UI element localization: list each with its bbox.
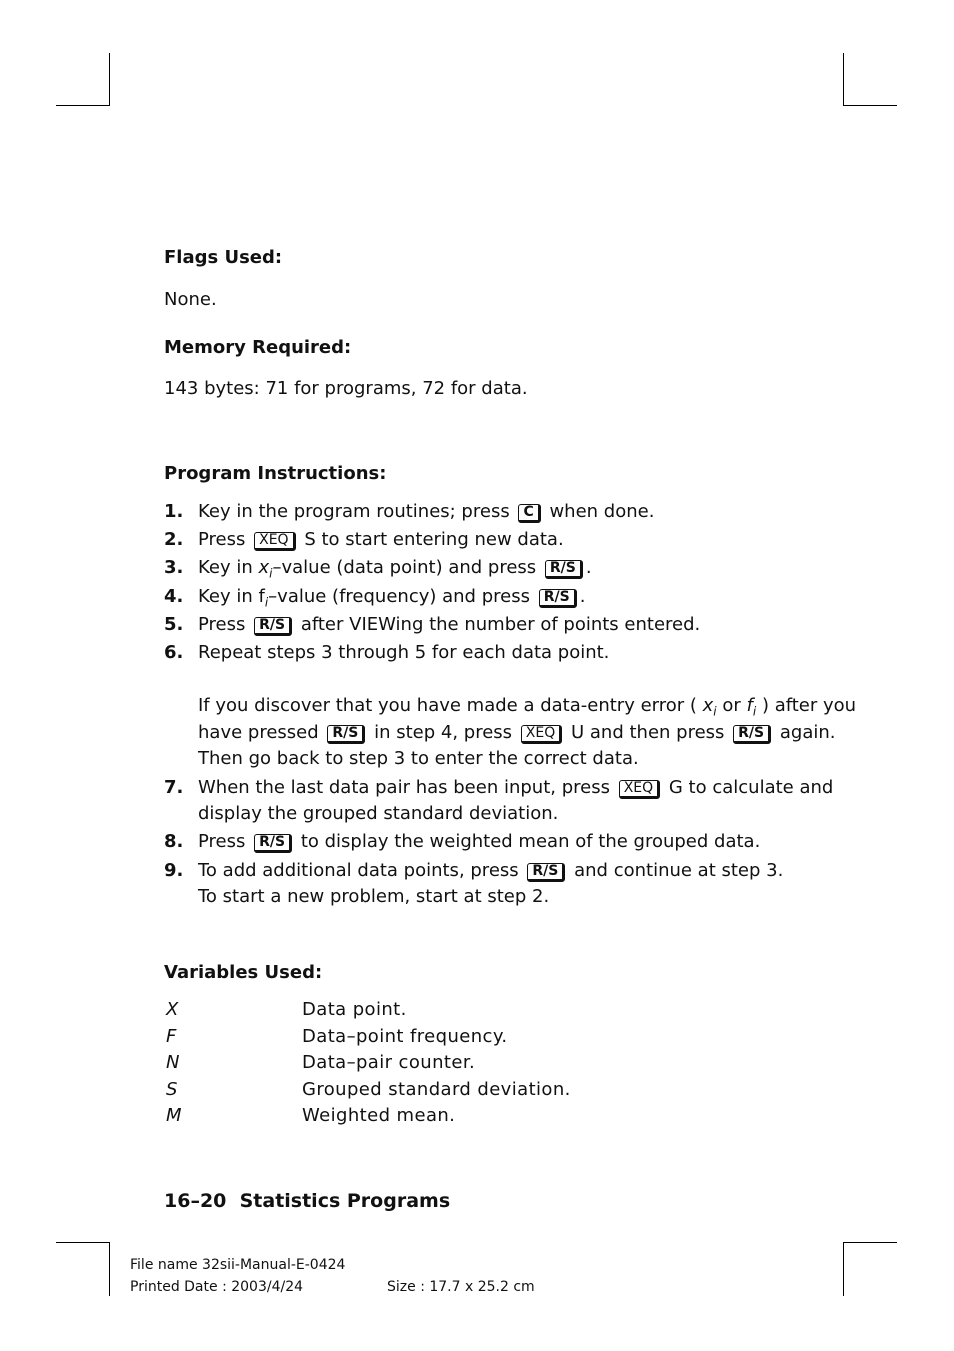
- crop-mark: [109, 53, 110, 106]
- rs-key-icon: R/S: [254, 617, 292, 636]
- variable-name: S: [166, 1079, 178, 1100]
- memory-heading: Memory Required:: [164, 337, 352, 358]
- step-9-line-2: To start a new problem, start at step 2.: [198, 886, 550, 907]
- crop-mark: [109, 1242, 110, 1296]
- crop-mark: [843, 105, 897, 106]
- step-number: 9.: [164, 860, 184, 881]
- step-number: 7.: [164, 777, 184, 798]
- variables-heading: Variables Used:: [164, 962, 323, 983]
- c-key-icon: C: [518, 504, 540, 523]
- xeq-key-icon: XEQ: [521, 725, 562, 744]
- crop-mark: [56, 105, 110, 106]
- step-number: 2.: [164, 529, 184, 550]
- variable-description: Data point.: [302, 999, 407, 1020]
- flags-text: None.: [164, 289, 217, 310]
- xeq-key-icon: XEQ: [254, 532, 295, 551]
- page-footer-label: 16–20 Statistics Programs: [164, 1190, 451, 1212]
- variable-name: X: [166, 999, 179, 1020]
- rs-key-icon: R/S: [733, 725, 771, 744]
- page-size: Size : 17.7 x 25.2 cm: [387, 1279, 535, 1295]
- crop-mark: [56, 1242, 110, 1243]
- crop-mark: [843, 1242, 897, 1243]
- step-7-line-2: display the grouped standard deviation.: [198, 803, 559, 824]
- variable-name: N: [166, 1052, 180, 1073]
- rs-key-icon: R/S: [527, 863, 565, 882]
- crop-mark: [843, 53, 844, 106]
- error-note-line-2: have pressed R/S in step 4, press XEQ U and then press R/S again.: [198, 722, 836, 743]
- memory-text: 143 bytes: 71 for programs, 72 for data.: [164, 378, 528, 399]
- step-number: 6.: [164, 642, 184, 663]
- flags-heading: Flags Used:: [164, 247, 283, 268]
- variable-description: Weighted mean.: [302, 1105, 456, 1126]
- variable-name: F: [166, 1026, 177, 1047]
- error-note-line-3: Then go back to step 3 to enter the correct data.: [198, 748, 639, 769]
- step-number: 1.: [164, 501, 184, 522]
- step-number: 8.: [164, 831, 184, 852]
- crop-mark: [843, 1242, 844, 1296]
- rs-key-icon: R/S: [545, 560, 583, 579]
- rs-key-icon: R/S: [254, 834, 292, 853]
- rs-key-icon: R/S: [327, 725, 365, 744]
- rs-key-icon: R/S: [539, 589, 577, 608]
- variable-description: Data–point frequency.: [302, 1026, 508, 1047]
- variable-name: M: [166, 1105, 182, 1126]
- error-note-line-1: If you discover that you have made a data-entry error ( $x_i$ or $f_i$ ) after you: [198, 695, 857, 719]
- step-number: 5.: [164, 614, 184, 635]
- step-number: 4.: [164, 586, 184, 607]
- xeq-key-icon: XEQ: [619, 780, 660, 799]
- instructions-heading: Program Instructions:: [164, 463, 387, 484]
- file-name: File name 32sii-Manual-E-0424: [130, 1257, 346, 1273]
- variable-description: Data–pair counter.: [302, 1052, 476, 1073]
- variable-description: Grouped standard deviation.: [302, 1079, 571, 1100]
- printed-date: Printed Date : 2003/4/24: [130, 1279, 304, 1295]
- step-number: 3.: [164, 557, 184, 578]
